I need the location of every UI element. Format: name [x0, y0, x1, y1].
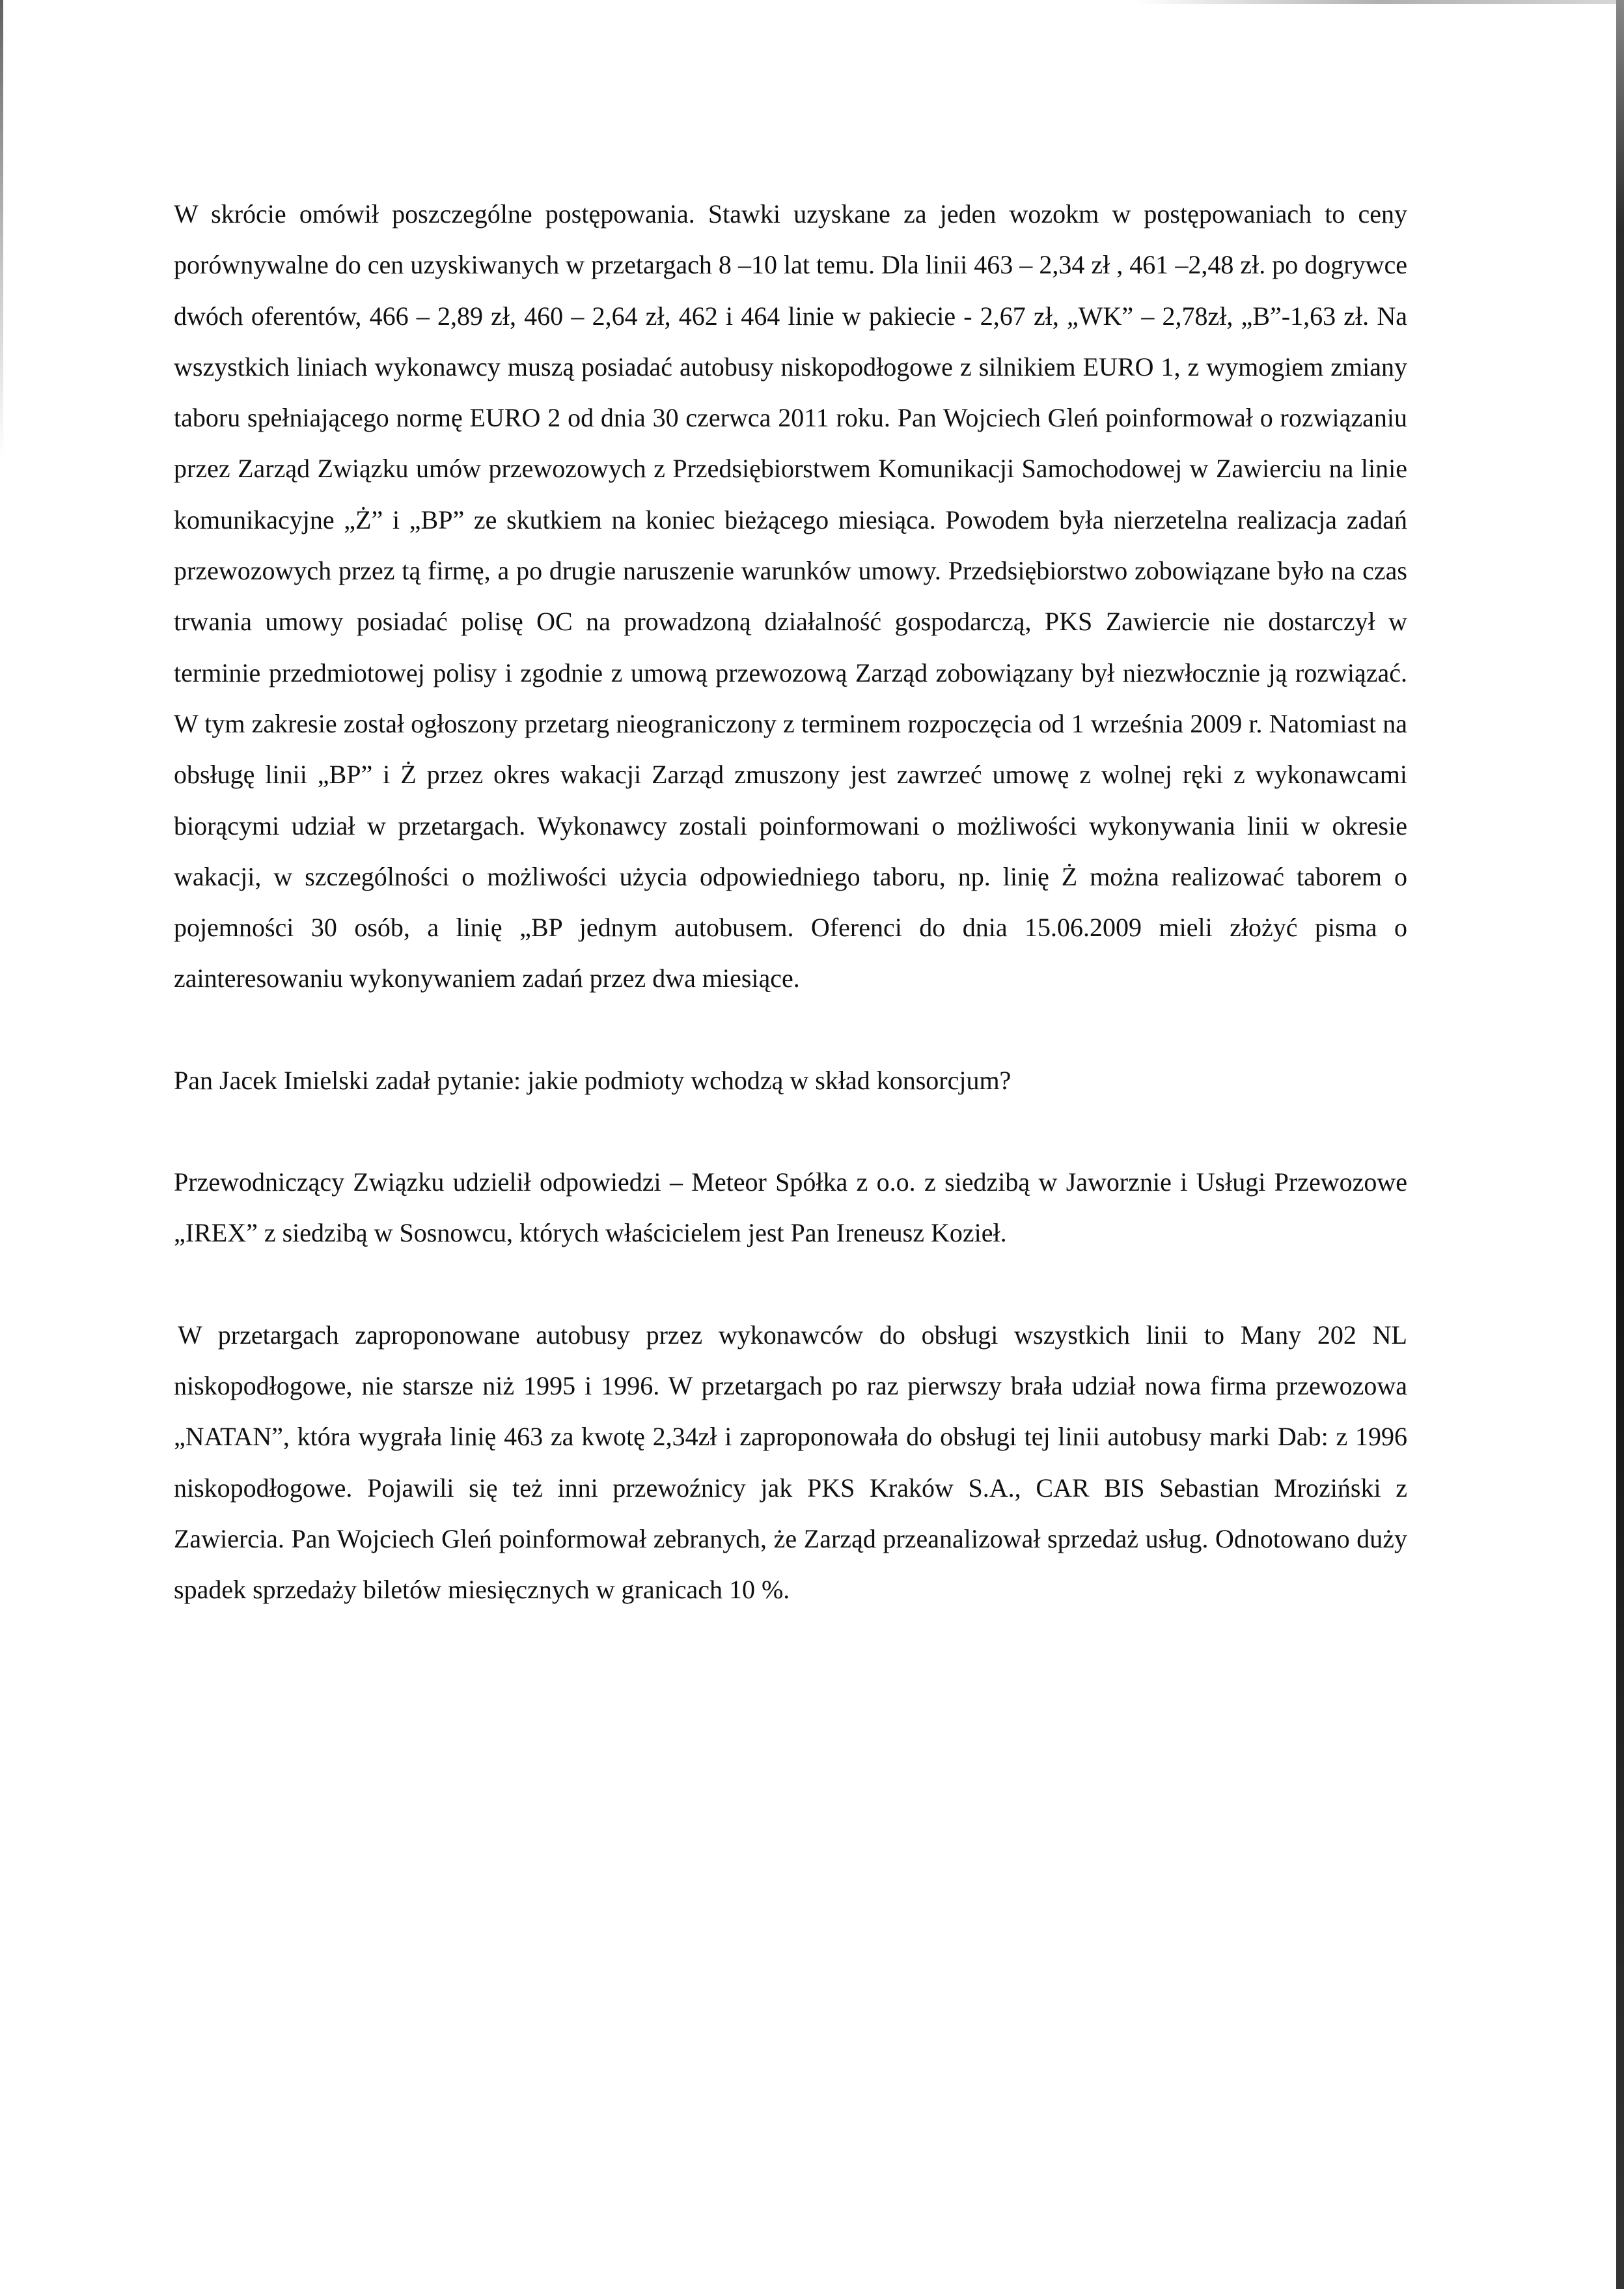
paragraph-tender-summary: W skrócie omówił poszczególne postępowania. Stawki uzyskane za jeden wozokm w postępowaniach to ceny porównywalne do cen uzyskiwanych w przetargach 8 –10 lat temu. Dla linii 463 – 2,34 zł , 461 –2,48 zł. po dogrywce dwóch oferentów, 466 – 2,89 zł, 460 – 2,64 zł, 462 i 464 linie w pakiecie - 2,67 zł, „WK” – 2,78zł, „B”-1,63 zł. Na wszystkich liniach wykonawcy muszą posiadać autobusy niskopodłogowe z silnikiem EURO 1, z wymogiem zmiany taboru spełniającego normę EURO 2 od dnia 30 czerwca 2011 roku. Pan Wojciech Gleń poinformował o rozwiązaniu przez Zarząd Związku umów przewozowych z Przedsiębiorstwem Komunikacji Samochodowej w Zawierciu na linie komunikacyjne „Ż” i „BP” ze skutkiem na koniec bieżącego miesiąca. Powodem była nierzetelna realizacja zadań przewozowych przez tą firmę, a po drugie naruszenie warunków umowy. Przedsiębiorstwo zobowiązane było na czas trwania umowy posiadać polisę OC na prowadzoną działalność gospodarczą, PKS Zawiercie nie dostarczył w terminie przedmiotowej polisy i zgodnie z umową przewozową Zarząd zobowiązany był niezwłocznie ją rozwiązać. W tym zakresie został ogłoszony przetarg nieograniczony z terminem rozpoczęcia od 1 września 2009 r. Natomiast na obsługę linii „BP” i Ż przez okres wakacji Zarząd zmuszony jest zawrzeć umowę z wolnej ręki z wykonawcami biorącymi udział w przetargach. Wykonawcy zostali poinformowani o możliwości wykonywania linii w okresie wakacji, w szczególności o możliwości użycia odpowiedniego taboru, np. linię Ż można realizować taborem o pojemności 30 osób, a linię „BP jednym autobusem. Oferenci do dnia 15.06.2009 mieli złożyć pisma o zainteresowaniu wykonywaniem zadań przez dwa miesiące.: [174, 199, 1407, 993]
paragraph-answer: Przewodniczący Związku udzielił odpowiedzi – Meteor Spółka z o.o. z siedzibą w Jaworznie i Usługi Przewozowe „IREX” z siedzibą w Sosnowcu, których właścicielem jest Pan Ireneusz Kozieł.: [174, 1167, 1407, 1248]
document-body: [174, 189, 1407, 1615]
scan-edge-top: [0, 0, 1624, 4]
paragraph-buses-and-sales: W przetargach zaproponowane autobusy przez wykonawców do obsługi wszystkich linii to Many 202 NL niskopodłogowe, nie starsze niż 1995 i 1996. W przetargach po raz pierwszy brała udział nowa firma przewozowa „NATAN”, która wygrała linię 463 za kwotę 2,34zł i zaproponowała do obsługi tej linii autobusy marki Dab: z 1996 niskopodłogowe. Pojawili się też inni przewoźnicy jak PKS Kraków S.A., CAR BIS Sebastian Mroziński z Zawiercia. Pan Wojciech Gleń poinformował zebranych, że Zarząd przeanalizował sprzedaż usług. Odnotowano duży spadek sprzedaży biletów miesięcznych w granicach 10 %.: [174, 1320, 1407, 1605]
scan-edge-right: [1616, 0, 1624, 2289]
paragraph-question: Pan Jacek Imielski zadał pytanie: jakie podmioty wchodzą w skład konsorcjum?: [174, 1065, 1012, 1095]
scan-edge-left: [0, 0, 3, 2289]
